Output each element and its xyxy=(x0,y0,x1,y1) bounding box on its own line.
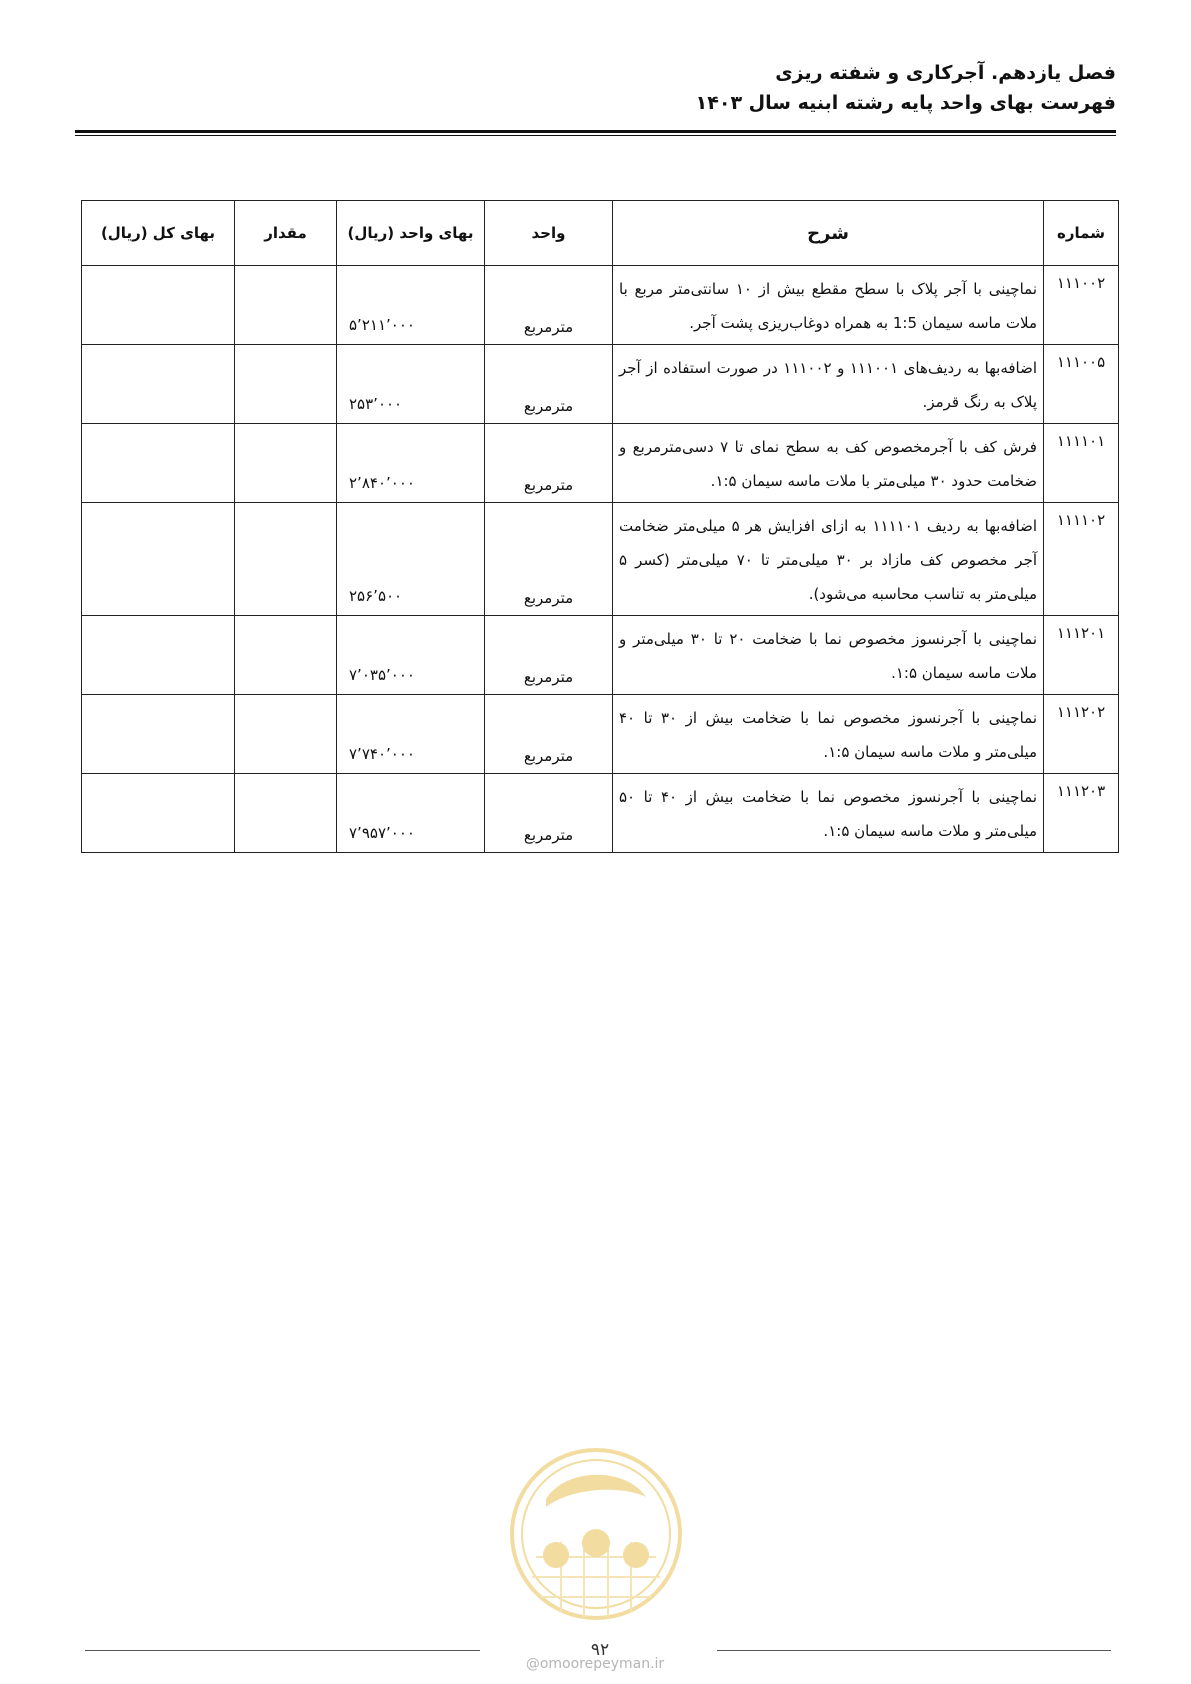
item-description: نماچینی با آجرنسوز مخصوص نما با ضخامت بیش از ۳۰ تا ۴۰ میلی‌متر و ملات ماسه سیمان ۱:۵. xyxy=(613,695,1044,774)
item-code: ۱۱۱۱۰۲ xyxy=(1044,503,1119,616)
item-description: نماچینی با آجرنسوز مخصوص نما با ضخامت بیش از ۴۰ تا ۵۰ میلی‌متر و ملات ماسه سیمان ۱:۵. xyxy=(613,774,1044,853)
item-total xyxy=(82,616,235,695)
item-unit-price: ۷٬۹۵۷٬۰۰۰ xyxy=(337,774,485,853)
column-header-total: بهای کل (ریال) xyxy=(82,201,235,266)
item-total xyxy=(82,345,235,424)
item-unit: مترمربع xyxy=(485,774,613,853)
item-total xyxy=(82,695,235,774)
item-total xyxy=(82,266,235,345)
item-quantity xyxy=(235,616,337,695)
item-code: ۱۱۱۰۰۲ xyxy=(1044,266,1119,345)
item-code: ۱۱۱۲۰۲ xyxy=(1044,695,1119,774)
item-unit: مترمربع xyxy=(485,424,613,503)
column-header-unit: واحد xyxy=(485,201,613,266)
table-row xyxy=(82,695,1119,774)
table-row xyxy=(82,616,1119,695)
table-row xyxy=(82,774,1119,853)
item-unit: مترمربع xyxy=(485,345,613,424)
item-unit-price: ۲٬۸۴۰٬۰۰۰ xyxy=(337,424,485,503)
watermark-seal-logo xyxy=(506,1437,686,1632)
table-row xyxy=(82,424,1119,503)
item-unit-price: ۷٬۰۳۵٬۰۰۰ xyxy=(337,616,485,695)
footer-rule-right xyxy=(717,1650,1111,1651)
item-code: ۱۱۱۱۰۱ xyxy=(1044,424,1119,503)
price-table xyxy=(81,200,1119,853)
header-rule-thin xyxy=(75,135,1116,136)
item-unit: مترمربع xyxy=(485,695,613,774)
item-quantity xyxy=(235,774,337,853)
column-header-unit-price: بهای واحد (ریال) xyxy=(337,201,485,266)
item-unit: مترمربع xyxy=(485,503,613,616)
item-quantity xyxy=(235,266,337,345)
item-code: ۱۱۱۲۰۱ xyxy=(1044,616,1119,695)
table-row xyxy=(82,345,1119,424)
item-description: اضافه‌بها به ردیف‌های ۱۱۱۰۰۱ و ۱۱۱۰۰۲ در صورت استفاده از آجر پلاک به رنگ قرمز. xyxy=(613,345,1044,424)
item-total xyxy=(82,424,235,503)
item-quantity xyxy=(235,503,337,616)
item-quantity xyxy=(235,695,337,774)
watermark-url: @omoorepeyman.ir xyxy=(525,1656,665,1672)
item-quantity xyxy=(235,345,337,424)
item-unit-price: ۵٬۲۱۱٬۰۰۰ xyxy=(337,266,485,345)
item-description: فرش کف با آجرمخصوص کف به سطح نمای تا ۷ دسی‌مترمربع و ضخامت حدود ۳۰ میلی‌متر با ملات ماسه سیمان ۱:۵. xyxy=(613,424,1044,503)
column-header-code: شماره xyxy=(1044,201,1119,266)
chapter-title: فصل یازدهم. آجرکاری و شفته ریزی xyxy=(775,62,1116,84)
item-total xyxy=(82,774,235,853)
header-rule-thick xyxy=(75,130,1116,133)
table-row xyxy=(82,266,1119,345)
item-unit-price: ۲۵۶٬۵۰۰ xyxy=(337,503,485,616)
item-total xyxy=(82,503,235,616)
item-description: نماچینی با آجرنسوز مخصوص نما با ضخامت ۲۰ تا ۳۰ میلی‌متر و ملات ماسه سیمان ۱:۵. xyxy=(613,616,1044,695)
table-header-row xyxy=(82,201,1119,266)
item-code: ۱۱۱۰۰۵ xyxy=(1044,345,1119,424)
footer-rule-left xyxy=(85,1650,480,1651)
item-unit-price: ۷٬۷۴۰٬۰۰۰ xyxy=(337,695,485,774)
item-quantity xyxy=(235,424,337,503)
item-unit-price: ۲۵۳٬۰۰۰ xyxy=(337,345,485,424)
item-code: ۱۱۱۲۰۳ xyxy=(1044,774,1119,853)
document-title: فهرست بهای واحد پایه رشته ابنیه سال ۱۴۰۳ xyxy=(695,92,1116,114)
item-description: اضافه‌بها به ردیف ۱۱۱۱۰۱ به ازای افزایش هر ۵ میلی‌متر ضخامت آجر مخصوص کف مازاد بر ۳۰ میلی‌متر تا ۷۰ میلی‌متر (کسر ۵ میلی‌متر به تناسب محاسبه می‌شود). xyxy=(613,503,1044,616)
page-number: ۹۲ xyxy=(590,1640,610,1660)
item-description: نماچینی با آجر پلاک با سطح مقطع بیش از ۱۰ سانتی‌متر مربع با ملات ماسه سیمان 1:5 به همراه دوغاب‌ریزی پشت آجر. xyxy=(613,266,1044,345)
table-row xyxy=(82,503,1119,616)
item-unit: مترمربع xyxy=(485,616,613,695)
page-header xyxy=(696,58,1116,118)
column-header-desc: شرح xyxy=(613,201,1044,266)
item-unit: مترمربع xyxy=(485,266,613,345)
column-header-quantity: مقدار xyxy=(235,201,337,266)
